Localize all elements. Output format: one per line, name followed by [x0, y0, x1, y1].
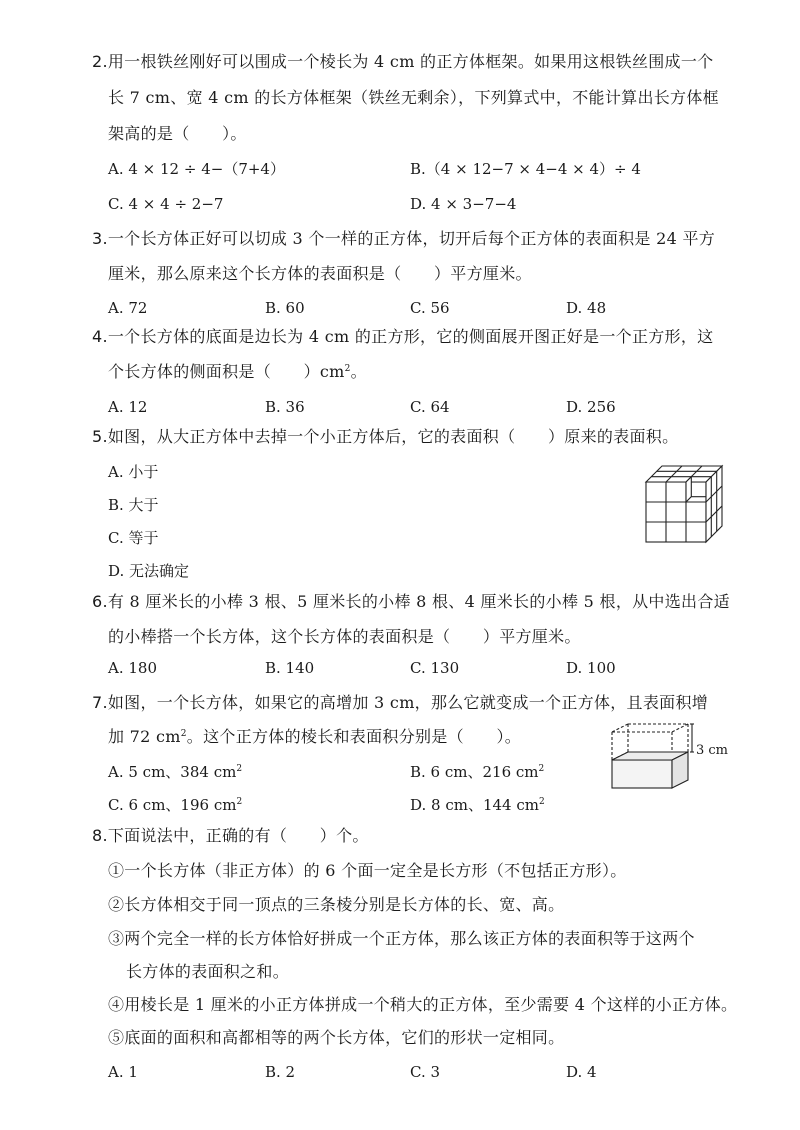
q6-option-b: B. 140 — [265, 659, 315, 677]
q3-number: 3. — [92, 229, 108, 248]
q7-figure-label: 3 cm — [696, 743, 729, 758]
q4-option-b: B. 36 — [265, 398, 305, 416]
q8-option-c: C. 3 — [410, 1063, 441, 1081]
q8-statement-2: ②长方体相交于同一顶点的三条棱分别是长方体的长、宽、高。 — [108, 895, 565, 914]
q6-line1: 6.有 8 厘米长的小棒 3 根、5 厘米长的小棒 8 根、4 厘米长的小棒 5 根，从中选出合适 — [92, 592, 730, 611]
q4-number: 4. — [92, 327, 108, 346]
q4-line1: 4.一个长方体的底面是边长为 4 cm 的正方形，它的侧面展开图正好是一个正方形，这 — [92, 327, 714, 346]
q2-number: 2. — [92, 52, 108, 71]
q2-option-c: C. 4 × 4 ÷ 2−7 — [108, 195, 224, 213]
q5-option-b: B. 大于 — [108, 496, 159, 514]
q7-number: 7. — [92, 693, 108, 712]
q7-option-c: C. 6 cm、196 $cm^2$ — [108, 796, 243, 814]
q5-option-c: C. 等于 — [108, 529, 159, 547]
q5-option-a: A. 小于 — [108, 463, 159, 481]
q3-option-c: C. 56 — [410, 299, 450, 317]
q2-option-b: B.（4 × 12−7 × 4−4 × 4）÷ 4 — [410, 160, 641, 178]
q3-option-a: A. 72 — [108, 299, 148, 317]
q7-option-a: A. 5 cm、384 $cm^2$ — [108, 763, 243, 781]
q6-option-d: D. 100 — [566, 659, 616, 677]
q8-line1: 8.下面说法中，正确的有（ ）个。 — [92, 826, 369, 845]
q6-number: 6. — [92, 592, 108, 611]
q2-line2: 长 7 cm、宽 4 cm 的长方体框架（铁丝无剩余），下列算式中，不能计算出长方体框 — [108, 88, 719, 107]
q7-line2: 加 72 $cm^2$。这个正方体的棱长和表面积分别是（ ）。 — [108, 727, 522, 746]
q8-statement-4: ④用棱长是 1 厘米的小正方体拼成一个稍大的正方体，至少需要 4 个这样的小正方体。 — [108, 995, 738, 1014]
q2-line3: 架高的是（ ）。 — [108, 124, 247, 143]
q7-option-d: D. 8 cm、144 $cm^2$ — [410, 796, 545, 814]
q6-option-a: A. 180 — [108, 659, 157, 677]
q4-option-a: A. 12 — [108, 398, 148, 416]
q8-option-d: D. 4 — [566, 1063, 597, 1081]
q8-statement-3b: 长方体的表面积之和。 — [126, 962, 290, 981]
q4-option-d: D. 256 — [566, 398, 616, 416]
q8-number: 8. — [92, 826, 108, 845]
q5-option-d: D. 无法确定 — [108, 562, 190, 580]
q8-statement-3a: ③两个完全一样的长方体恰好拼成一个正方体，那么该正方体的表面积等于这两个 — [108, 929, 695, 948]
q8-option-a: A. 1 — [108, 1063, 138, 1081]
q3-option-d: D. 48 — [566, 299, 607, 317]
q8-statement-5: ⑤底面的面积和高都相等的两个长方体，它们的形状一定相同。 — [108, 1028, 565, 1047]
q2-option-a: A. 4 × 12 ÷ 4−（7+4） — [108, 160, 285, 178]
q7-option-b: B. 6 cm、216 $cm^2$ — [410, 763, 545, 781]
q4-option-c: C. 64 — [410, 398, 450, 416]
q2-option-d: D. 4 × 3−7−4 — [410, 195, 517, 213]
q4-line2: 个长方体的侧面积是（ ）$cm^2$。 — [108, 362, 367, 381]
q8-option-b: B. 2 — [265, 1063, 296, 1081]
q7-line1: 7.如图，一个长方体，如果它的高增加 3 cm，那么它就变成一个正方体，且表面积增 — [92, 693, 709, 712]
q5-number: 5. — [92, 427, 108, 446]
cube-removed-figure — [638, 458, 728, 548]
q8-statement-1: ①一个长方体（非正方体）的 6 个面一定全是长方形（不包括正方形）。 — [108, 861, 627, 880]
q6-option-c: C. 130 — [410, 659, 460, 677]
q3-line1: 3.一个长方体正好可以切成 3 个一样的正方体，切开后每个正方体的表面积是 24 平方 — [92, 229, 716, 248]
q6-line2: 的小棒搭一个长方体，这个长方体的表面积是（ ）平方厘米。 — [108, 627, 581, 646]
q3-line2: 厘米，那么原来这个长方体的表面积是（ ）平方厘米。 — [108, 264, 532, 283]
q3-option-b: B. 60 — [265, 299, 305, 317]
q5-line1: 5.如图，从大正方体中去掉一个小正方体后，它的表面积（ ）原来的表面积。 — [92, 427, 679, 446]
q2-line1: 2.用一根铁丝刚好可以围成一个棱长为 4 cm 的正方体框架。如果用这根铁丝围成一个 — [92, 52, 714, 71]
